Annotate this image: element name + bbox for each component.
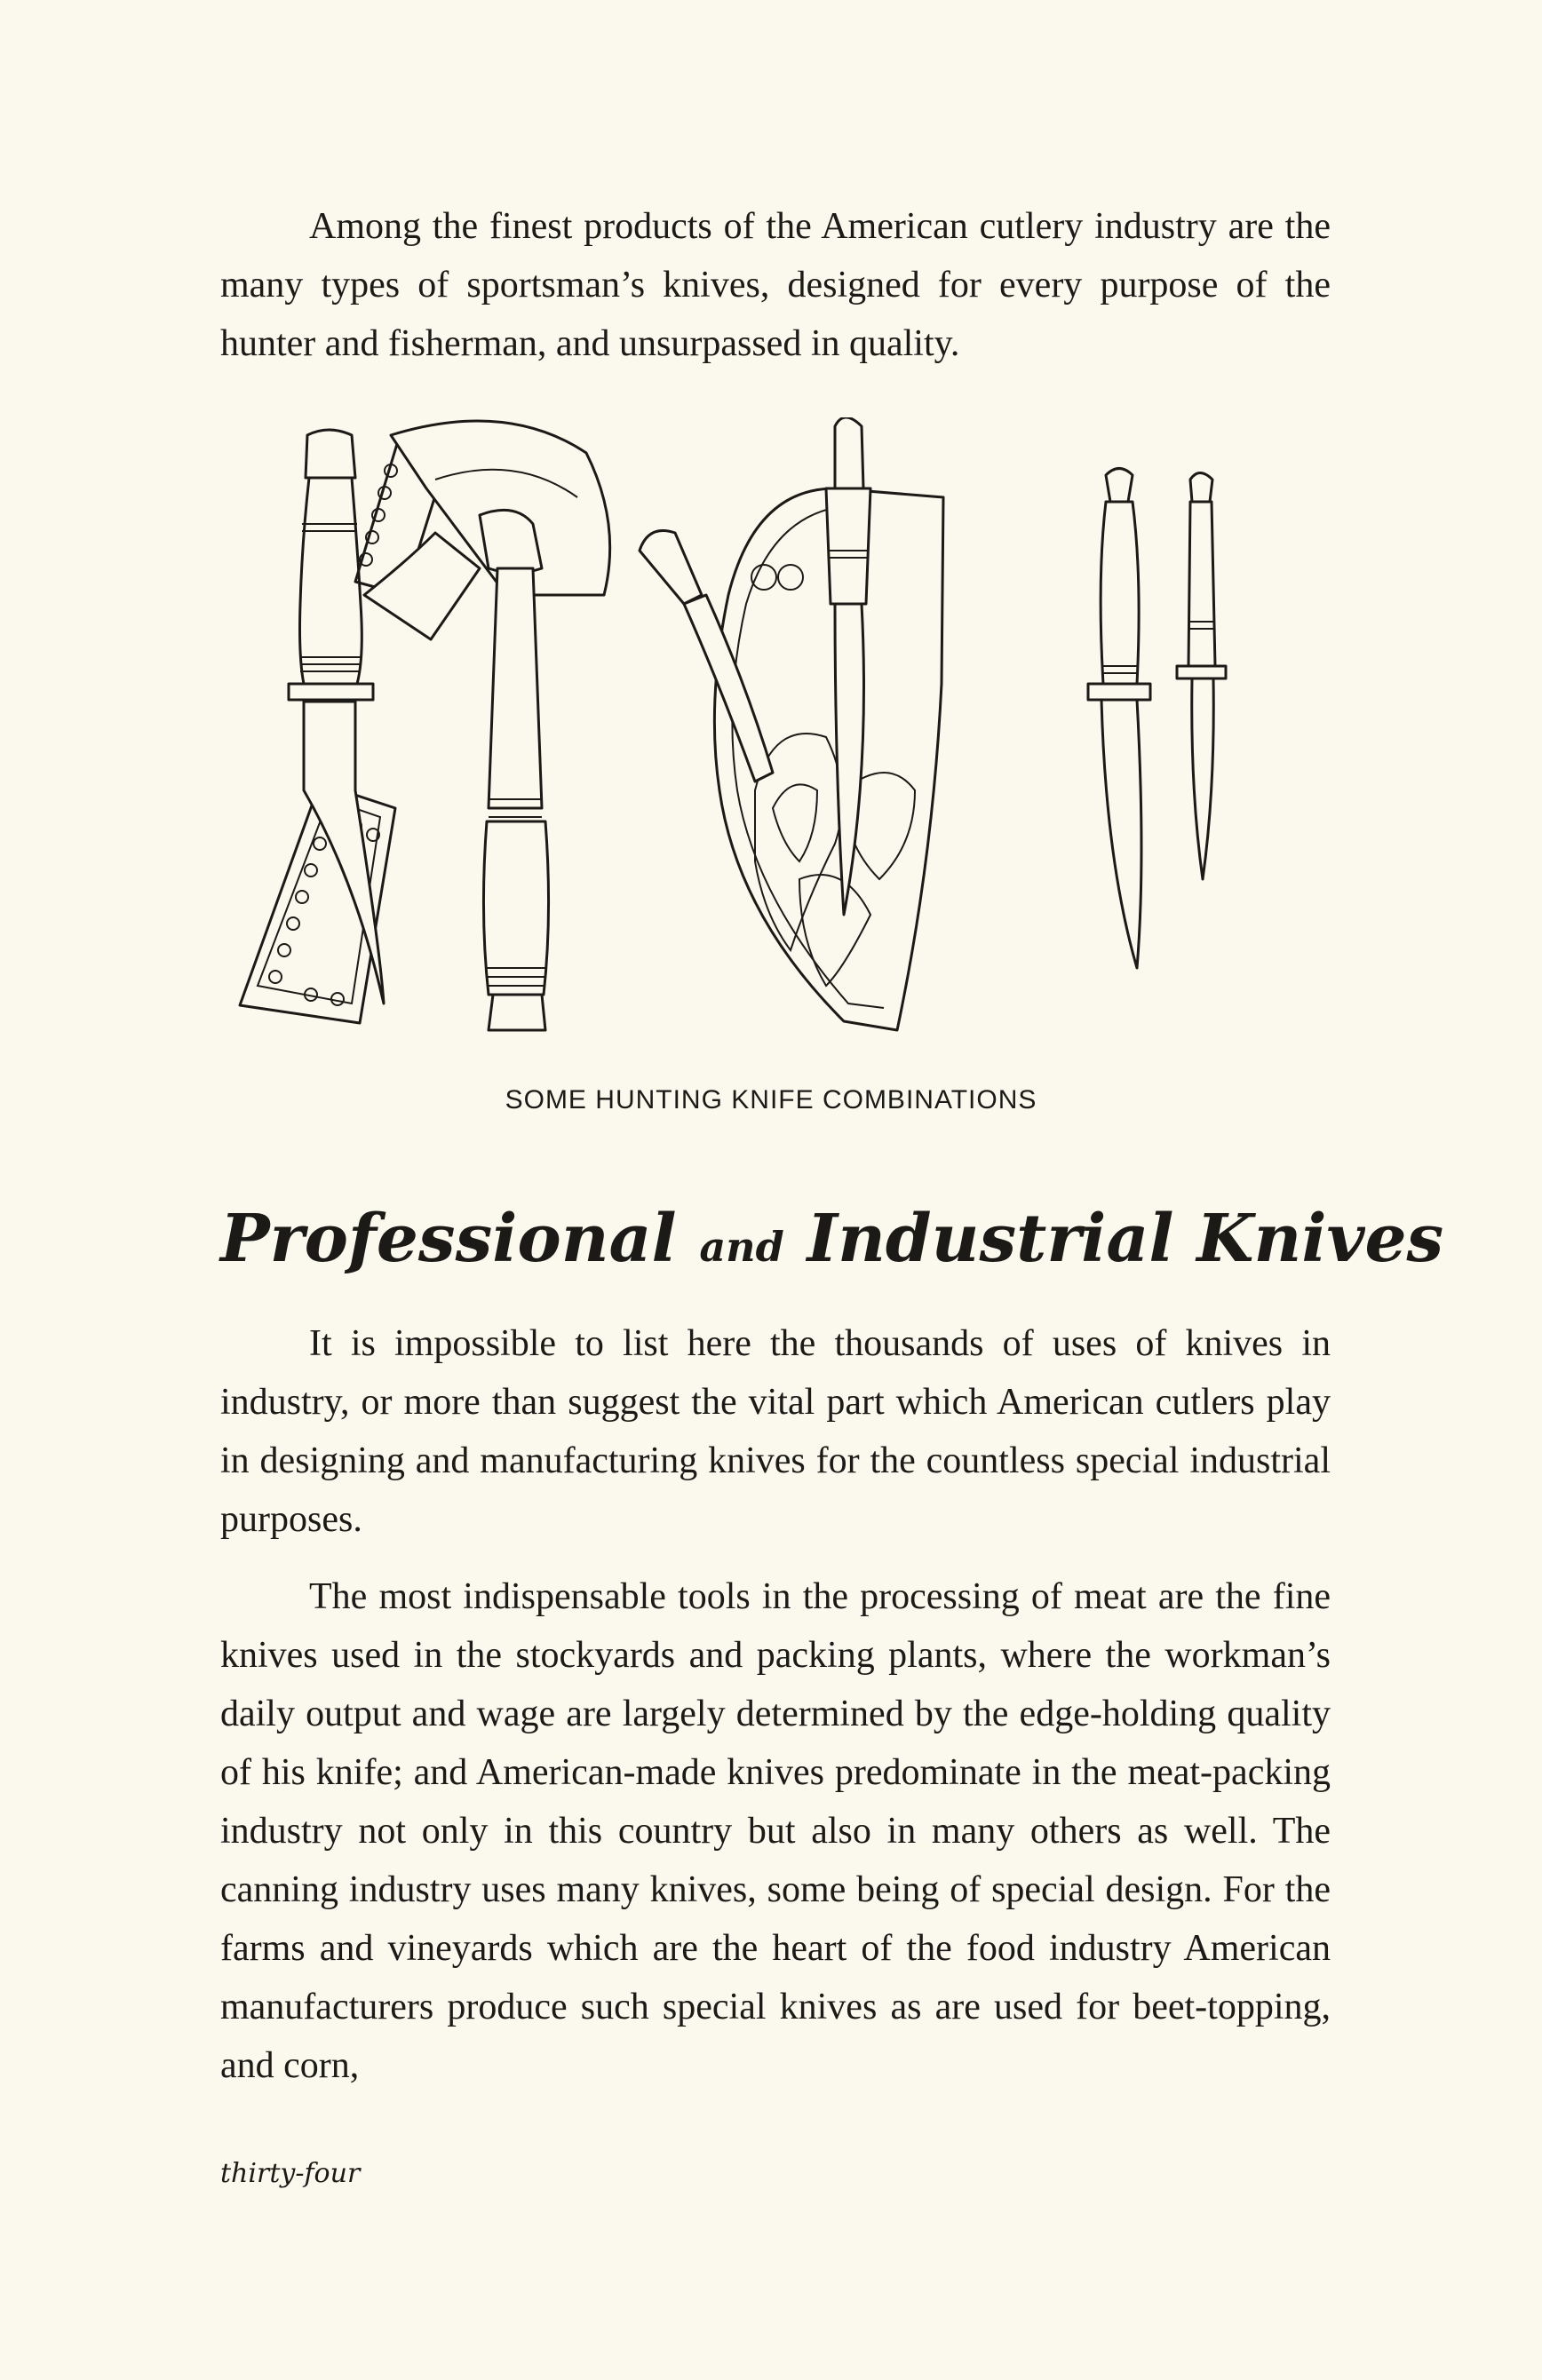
heading-connector: and [699, 1223, 784, 1271]
page-number: thirty-four [220, 2158, 361, 2189]
figure-caption: SOME HUNTING KNIFE COMBINATIONS [505, 1085, 1037, 1115]
tooled-sheath-illustration [640, 417, 943, 1030]
intro-paragraph: Among the finest products of the American cutlery industry are the many types of sportsman’s knives, designed for every purpose of the hunter and fisherman, and unsurpassed in quality. [220, 206, 1331, 364]
body-paragraph-block-1 [220, 1314, 1331, 1549]
hunting-knife-illustration [222, 417, 1323, 1066]
body-paragraph-1: It is impossible to list here the thousands of uses of knives in industry, or more than suggest the vital part which American cutlers play in designing and manufacturing knives for the countless special industrial purposes. [220, 1323, 1331, 1540]
section-heading [220, 1194, 1444, 1291]
sheath-knife-illustration [240, 430, 395, 1023]
intro-text-block [220, 197, 1331, 373]
hatchet-illustration [355, 421, 610, 1030]
slim-knife-illustration [1177, 473, 1226, 880]
body-paragraph-block-2 [220, 1567, 1331, 2095]
heading-part-2: Industrial Knives [807, 1201, 1444, 1277]
heading-part-1: Professional [220, 1201, 677, 1277]
body-paragraph-2: The most indispensable tools in the processing of meat are the fine knives used in the stockyards and packing plants, where the workman’s daily output and wage are largely determined by the edge-holding quality of his knife; and American-made knives predominate in the meat-packing industry not only in this country but also in many others as well. The canning industry uses many knives, some being of special design. For the farms and vineyards which are the heart of the food industry American manufacturers produce such special knives as are used for beet-topping, and corn, [220, 1576, 1331, 2086]
hunting-knife-illustration-3 [1088, 469, 1150, 969]
